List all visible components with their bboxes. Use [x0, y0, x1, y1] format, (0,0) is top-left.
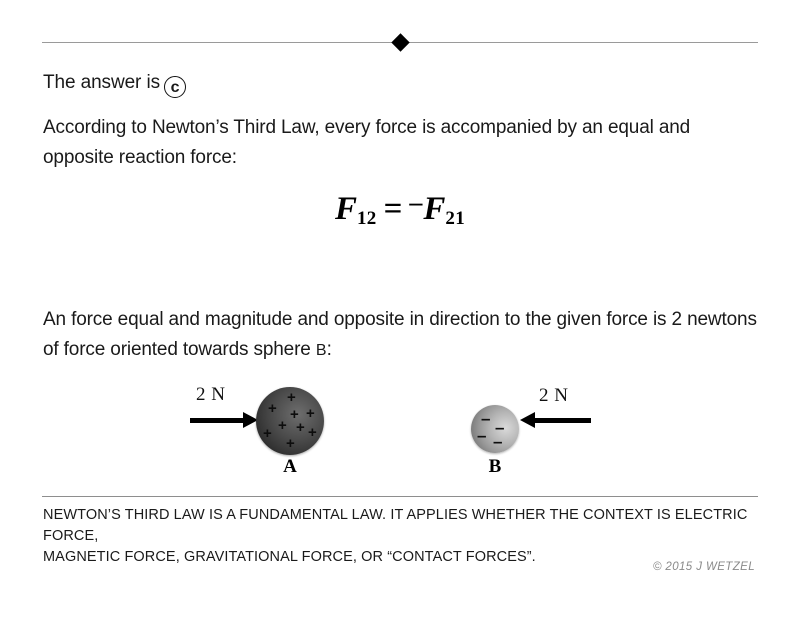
charge-minus: – [493, 432, 503, 451]
force-arrow-b-head-icon [520, 412, 535, 428]
charge-plus: + [268, 400, 277, 417]
formula-newtons-third-law [0, 188, 800, 230]
charge-plus: + [278, 417, 287, 434]
charge-plus: + [306, 405, 315, 422]
formula-negation-sign: – [409, 188, 423, 217]
answer-prefix-text: The answer is [43, 72, 160, 93]
sphere-a-label: A [283, 456, 297, 477]
footnote-line-1: NEWTON’S THIRD LAW IS A FUNDAMENTAL LAW. IT APPLIES WHETHER THE CONTEXT IS ELECTRIC FORCE, [43, 507, 748, 544]
charge-minus: – [477, 426, 487, 445]
conclusion-text-after: : [326, 339, 332, 360]
force-arrow-a-shaft [190, 418, 244, 423]
intro-paragraph: According to Newton’s Third Law, every force is accompanied by an equal and opposite reaction force: [43, 117, 691, 168]
diamond-bullet-icon [391, 33, 409, 51]
conclusion-sphere-name: B [315, 342, 327, 359]
answer-line [43, 70, 186, 98]
charge-plus: + [287, 389, 296, 406]
top-divider [42, 42, 758, 43]
formula-right-subscript: 21 [445, 208, 466, 229]
sphere-a-body [256, 387, 324, 455]
force-diagram [0, 376, 800, 486]
force-label-a: 2 N [196, 384, 226, 405]
force-arrow-b-shaft [534, 418, 591, 423]
copyright-notice: © 2015 J WETZEL [652, 561, 755, 573]
footnote-line-2: MAGNETIC FORCE, GRAVITATIONAL FORCE, OR “CONTACT FORCES”. [43, 549, 536, 565]
conclusion-paragraph [43, 305, 757, 366]
charge-minus: – [481, 409, 491, 428]
force-label-b: 2 N [539, 385, 569, 406]
conclusion-text-before: An force equal and magnitude and opposite in direction to the given force is 2 newtons of force oriented towards sphere [43, 309, 757, 360]
formula-operator: = [383, 191, 403, 227]
charge-plus: + [308, 424, 317, 441]
charge-minus: – [495, 418, 505, 437]
sphere-b-label: B [488, 456, 502, 477]
charge-plus: + [290, 406, 299, 423]
bottom-divider [42, 496, 758, 497]
sphere-b-body [471, 405, 519, 453]
charge-plus: + [286, 435, 295, 452]
footnote [43, 505, 759, 568]
formula-right-symbol: F [423, 191, 446, 227]
charge-plus: + [296, 419, 305, 436]
charge-plus: + [263, 425, 272, 442]
formula-left-subscript: 12 [356, 208, 377, 229]
answer-choice-badge: c [164, 76, 186, 98]
formula-left-symbol: F [334, 191, 357, 227]
